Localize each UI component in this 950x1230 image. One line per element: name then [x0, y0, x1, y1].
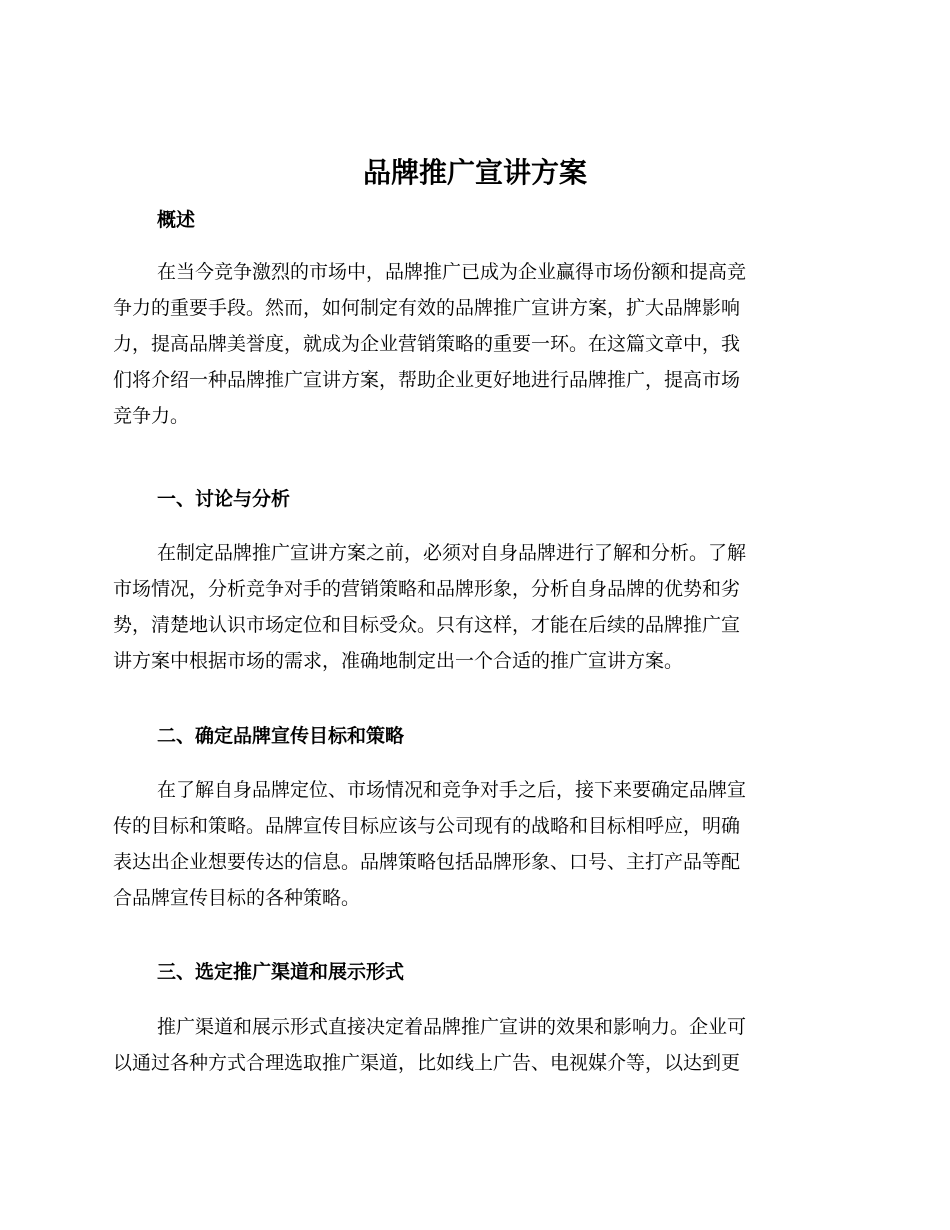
paragraph-line: 势，清楚地认识市场定位和目标受众。只有这样，才能在后续的品牌推广宣: [113, 614, 741, 636]
section-paragraph-goals-strategy: [113, 772, 829, 916]
section-heading-overview: 概述: [157, 209, 196, 231]
paragraph-line: 在制定品牌推广宣讲方案之前，必须对自身品牌进行了解和分析。了解: [157, 542, 747, 564]
paragraph-line: 推广渠道和展示形式直接决定着品牌推广宣讲的效果和影响力。企业可: [157, 1016, 747, 1038]
paragraph-line: 以通过各种方式合理选取推广渠道，比如线上广告、电视媒介等，以达到更: [113, 1052, 741, 1074]
paragraph-line: 竞争力。: [113, 405, 190, 427]
paragraph-line: 表达出企业想要传达的信息。品牌策略包括品牌形象、口号、主打产品等配: [113, 851, 741, 873]
section-heading-discussion: 一、讨论与分析: [157, 488, 291, 510]
section-heading-channels: 三、选定推广渠道和展示形式: [157, 961, 405, 983]
section-paragraph-channels: [113, 1009, 829, 1081]
document-title: 品牌推广宣讲方案: [362, 156, 587, 189]
section-heading-goals-strategy: 二、确定品牌宣传目标和策略: [157, 725, 405, 747]
paragraph-line: 传的目标和策略。品牌宣传目标应该与公司现有的战略和目标相呼应，明确: [113, 815, 741, 837]
paragraph-line: 争力的重要手段。然而，如何制定有效的品牌推广宣讲方案，扩大品牌影响: [113, 297, 741, 319]
section-paragraph-discussion: [113, 535, 829, 679]
paragraph-line: 市场情况，分析竞争对手的营销策略和品牌形象，分析自身品牌的优势和劣: [113, 578, 741, 600]
paragraph-line: 力，提高品牌美誉度，就成为企业营销策略的重要一环。在这篇文章中，我: [113, 333, 741, 355]
paragraph-line: 们将介绍一种品牌推广宣讲方案，帮助企业更好地进行品牌推广，提高市场: [113, 369, 741, 391]
paragraph-line: 在当今竞争激烈的市场中，品牌推广已成为企业赢得市场份额和提高竞: [157, 261, 747, 283]
paragraph-line: 在了解自身品牌定位、市场情况和竞争对手之后，接下来要确定品牌宣: [157, 779, 747, 801]
section-paragraph-overview: [113, 254, 829, 434]
paragraph-line: 讲方案中根据市场的需求，准确地制定出一个合适的推广宣讲方案。: [113, 650, 684, 672]
paragraph-line: 合品牌宣传目标的各种策略。: [113, 887, 361, 909]
